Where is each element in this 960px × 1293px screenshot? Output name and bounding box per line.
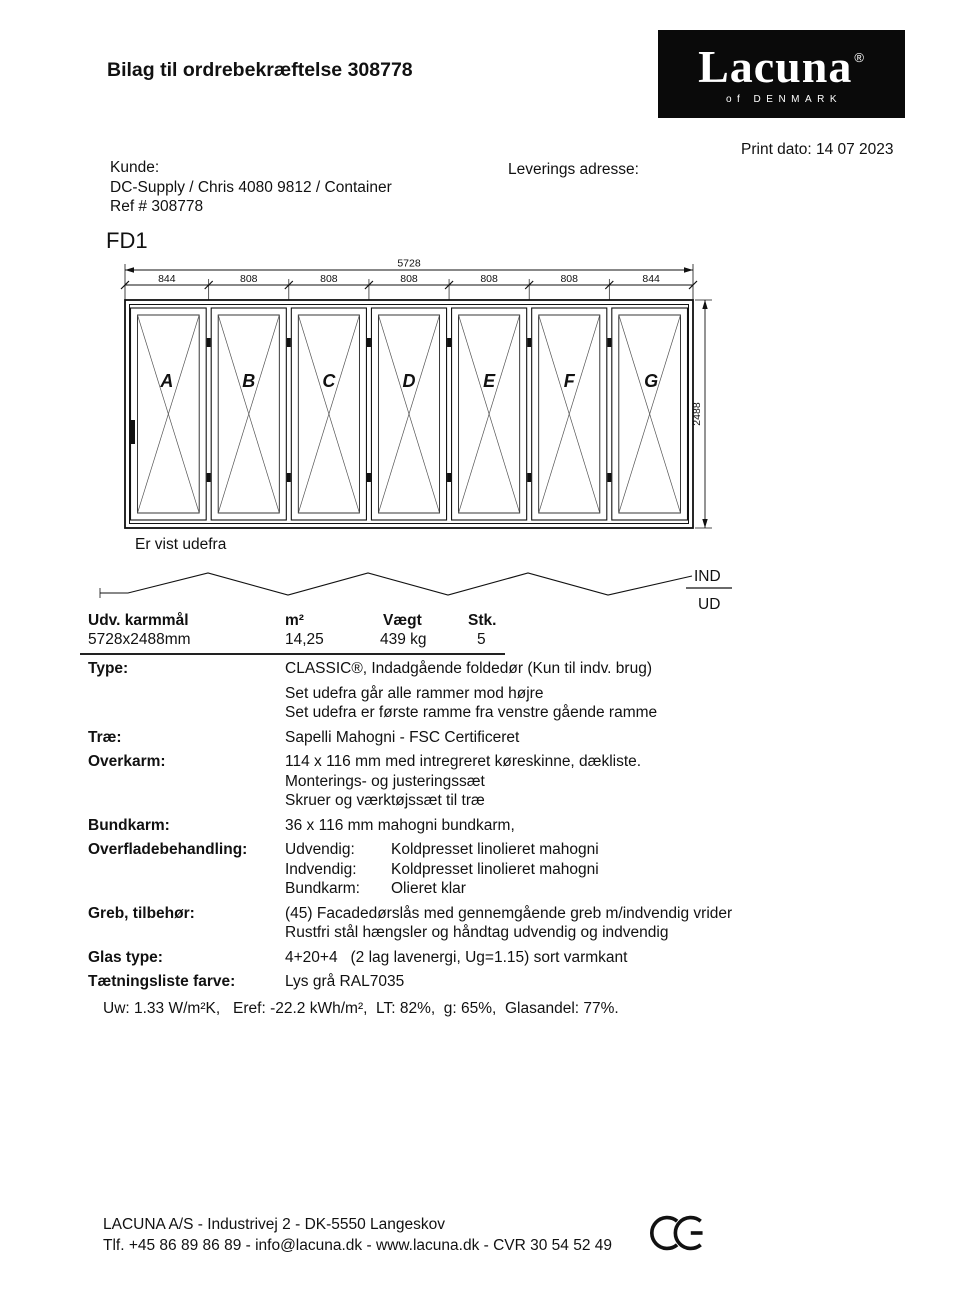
dim-segment-label: 844 — [158, 273, 176, 285]
spec-line: 4+20+4 (2 lag lavenergi, Ug=1.15) sort varmkant — [285, 948, 628, 966]
col-header-m2: m² — [285, 612, 304, 629]
spec-label: Tætningsliste farve: — [88, 973, 236, 990]
dim-segment-label: 808 — [320, 273, 338, 285]
spec-subvalue: Koldpresset linolieret mahogni — [391, 841, 599, 858]
col-header-karmmaal: Udv. karmmål — [88, 612, 189, 629]
logo-subtitle: of DENMARK — [725, 93, 843, 105]
spec-line: (45) Facadedørslås med gennemgående greb m/indvendig vrider — [285, 904, 733, 922]
panel-label: G — [644, 371, 659, 391]
spec-row — [88, 816, 858, 836]
customer-line: DC-Supply / Chris 4080 9812 / Container — [110, 178, 392, 196]
spec-subrow — [285, 879, 599, 899]
spec-label: Træ: — [88, 728, 122, 746]
spec-line: Rustfri stål hængsler og håndtag udvendig og indvendig — [285, 924, 669, 941]
door-panel-a — [131, 308, 207, 520]
door-panel-c — [291, 308, 366, 520]
spec-value — [285, 659, 652, 679]
spec-label: Overfladebehandling: — [88, 841, 248, 858]
energy-values: Uw: 1.33 W/m²K, Eref: -22.2 kWh/m², LT: 82%, g: 65%, Glasandel: 77%. — [103, 999, 619, 1017]
dim-segment-label: 844 — [642, 273, 660, 285]
footer — [103, 1215, 612, 1256]
cell-m2: 14,25 — [285, 631, 324, 648]
panel-label: F — [563, 371, 575, 391]
dim-segment-label: 808 — [480, 273, 498, 285]
panel-label: C — [322, 371, 336, 391]
delivery-address-label: Leverings adresse: — [508, 161, 639, 178]
door-panel-f — [532, 308, 607, 520]
ce-mark-icon — [650, 1213, 708, 1253]
door-panel-g — [612, 308, 688, 520]
spec-row — [88, 948, 858, 968]
table-divider — [80, 653, 505, 655]
cell-karmmaal: 5728x2488mm — [88, 631, 191, 648]
cell-stk: 5 — [477, 631, 486, 648]
spec-value — [285, 948, 627, 968]
hinge-marks — [207, 338, 612, 482]
document-title: Bilag til ordrebekræftelse 308778 — [107, 59, 413, 81]
panel-label: D — [402, 371, 416, 391]
spec-line: 36 x 116 mm mahogni bundkarm, — [285, 816, 515, 834]
outside-label: UD — [698, 596, 721, 613]
spec-value — [285, 684, 657, 723]
customer-label: Kunde: — [110, 159, 160, 176]
spec-value — [285, 904, 732, 943]
cell-vaegt: 439 kg — [380, 631, 427, 648]
panel-label: A — [160, 371, 174, 391]
spec-line: Monterings- og justeringssæt — [285, 772, 485, 790]
footer-contact: Tlf. +45 86 89 86 89 - info@lacuna.dk - www.lacuna.dk - CVR 30 54 52 49 — [103, 1236, 613, 1254]
footer-address: LACUNA A/S - Industrivej 2 - DK-5550 Langeskov — [103, 1216, 446, 1233]
dim-segment-label: 808 — [239, 273, 258, 285]
lacuna-logo — [658, 30, 905, 118]
customer-ref: Ref # 308778 — [110, 198, 204, 215]
print-date: Print dato: 14 07 2023 — [741, 141, 894, 158]
spec-line: Set udefra er første ramme fra venstre gående ramme — [285, 704, 658, 721]
door-technical-drawing — [80, 252, 740, 617]
spec-row — [88, 904, 858, 943]
dim-overall-height — [691, 300, 712, 528]
spec-subvalue: Olieret klar — [391, 880, 466, 897]
spec-label: Overkarm: — [88, 753, 166, 770]
drawing-title: FD1 — [106, 228, 148, 253]
spec-label: Greb, tilbehør: — [88, 904, 195, 922]
spec-value — [285, 972, 404, 992]
spec-line: Lys grå RAL7035 — [285, 973, 405, 990]
door-panel-e — [452, 308, 527, 520]
view-note-label: Er vist udefra — [135, 536, 227, 553]
panel-label: B — [242, 371, 256, 391]
dim-overall-height-label: 2488 — [691, 402, 703, 426]
col-header-vaegt: Vægt — [383, 612, 422, 629]
spec-subkey: Indvendig: — [285, 860, 357, 878]
logo-brand-text — [698, 40, 865, 92]
door-panel-d — [371, 308, 446, 520]
registered-trademark-icon: ® — [854, 49, 865, 65]
spec-subkey: Bundkarm: — [285, 880, 360, 897]
spec-value — [285, 728, 519, 748]
spec-row — [88, 972, 858, 992]
spec-label: Type: — [88, 660, 129, 677]
spec-subkey: Udvendig: — [285, 841, 355, 858]
spec-row — [88, 752, 858, 811]
spec-subrow — [285, 840, 599, 860]
dim-segments — [121, 273, 697, 300]
spec-line: CLASSIC®, Indadgående foldedør (Kun til indv. brug) — [285, 660, 652, 677]
door-handle — [131, 420, 136, 444]
door-panel-b — [211, 308, 286, 520]
spec-row — [88, 684, 858, 723]
spec-label: Glas type: — [88, 948, 163, 966]
spec-value — [285, 840, 599, 899]
dim-segment-label: 808 — [560, 273, 579, 285]
spec-subrow — [285, 860, 599, 880]
logo-wordmark: Lacuna — [698, 40, 853, 92]
inside-label: IND — [694, 568, 721, 585]
spec-row — [88, 659, 858, 679]
customer-block — [110, 158, 392, 217]
spec-row — [88, 840, 858, 899]
specification-list — [88, 659, 858, 1018]
spec-line: 114 x 116 mm med intregreret køreskinne, dækliste. — [285, 753, 642, 770]
spec-line: Set udefra går alle rammer mod højre — [285, 684, 544, 702]
spec-line: Skruer og værktøjssæt til træ — [285, 792, 485, 809]
spec-subvalue: Koldpresset linolieret mahogni — [391, 860, 599, 878]
spec-label — [88, 684, 285, 723]
spec-value — [285, 816, 515, 836]
fold-plan-diagram — [100, 568, 732, 613]
spec-value — [285, 752, 641, 811]
col-header-stk: Stk. — [468, 612, 497, 629]
spec-label: Bundkarm: — [88, 816, 170, 834]
dim-segment-label: 808 — [400, 273, 418, 285]
dim-overall-width-label: 5728 — [397, 257, 421, 270]
spec-row — [88, 728, 858, 748]
panel-label: E — [483, 371, 496, 391]
spec-line: Sapelli Mahogni - FSC Certificeret — [285, 728, 520, 746]
